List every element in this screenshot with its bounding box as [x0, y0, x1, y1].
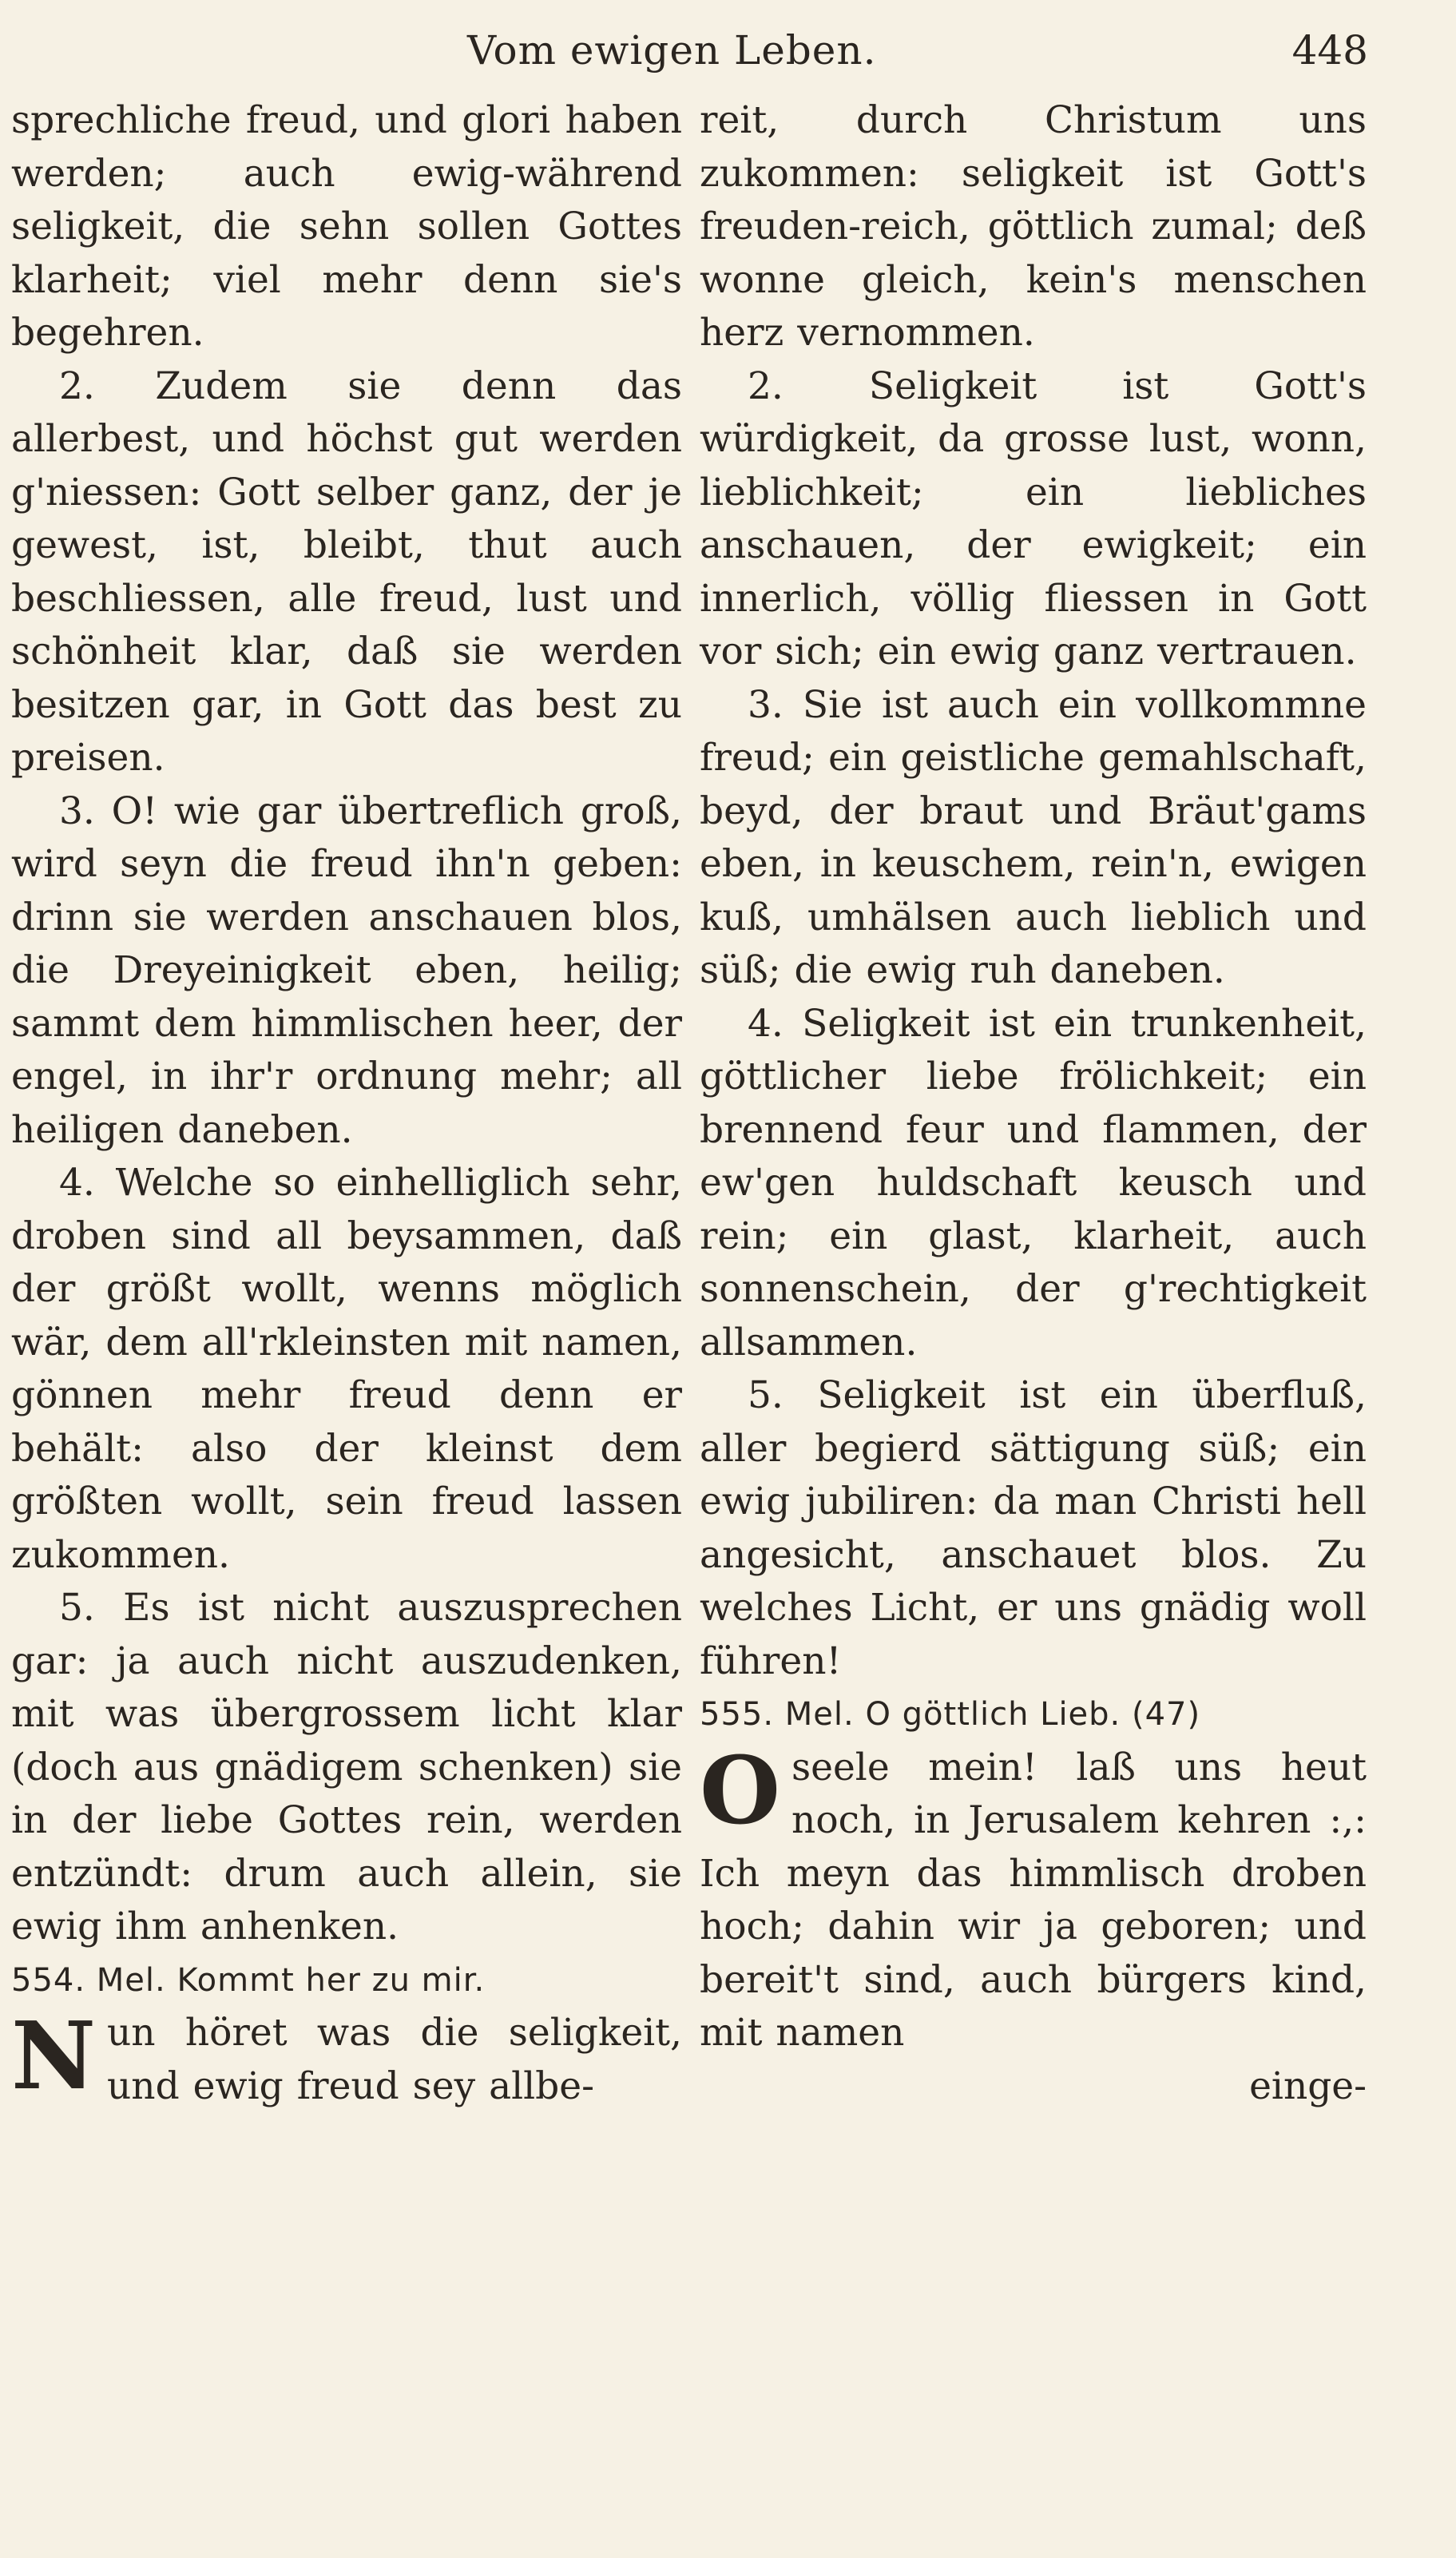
stanza-3: 3. O! wie gar übertreflich groß, wird seyn die freud ihn'n geben: drinn sie werden anschauen blos, die Dreyeinigkeit eben, heilig; sammt dem himmlischen heer, der engel, in ihr'r ordnung mehr; all heiligen daneben. [11, 788, 682, 1152]
stanza-2: 2. Zudem sie denn das allerbest, und höchst gut werden g'niessen: Gott selber ganz, der je gewest, ist, bleibt, thut auch beschliessen, alle freud, lust und schönheit klar, daß sie werden besitzen gar, in Gott das best zu preisen. [11, 363, 682, 780]
page-number: 448 [1291, 27, 1368, 73]
hymn-heading: 555. Mel. O göttlich Lieb. (47) [700, 1696, 1201, 1733]
hymn-555 [700, 1688, 1367, 2113]
hymn-first-stanza-text: un höret was die seligkeit, und ewig freud sey allbe- [107, 2011, 682, 2108]
stanza-3: 3. Sie ist auch ein vollkommne freud; ein geistliche gemahlschaft, beyd, der braut und Bräut'gams eben, in keuschem, rein'n, ewigen kuß, umhälsen auch lieblich und süß; die ewig ruh daneben. [700, 682, 1367, 992]
stanza-2: 2. Seligkeit ist Gott's würdigkeit, da grosse lust, wonn, lieblichkeit; ein liebliches anschauen, der ewigkeit; ein innerlich, völlig fliessen in Gott vor sich; ein ewig ganz vertrauen. [700, 363, 1367, 673]
drop-cap: N [11, 2002, 97, 2111]
stanza-5: 5. Seligkeit ist ein überfluß, aller begierd sättigung süß; ein ewig jubiliren: da man Christi hell angesicht, anschauet blos. Zu welches Licht, er uns gnädig woll führen! [700, 1373, 1367, 1683]
drop-cap: O [700, 1736, 781, 1845]
hymn-heading: 554. Mel. Kommt her zu mir. [11, 1961, 486, 1999]
right-column [700, 94, 1367, 2113]
stanza-4: 4. Seligkeit ist ein trunkenheit, göttlicher liebe frölichkeit; ein brennend feur und flammen, der ew'gen huldschaft keusch und rein; ein glast, klarheit, auch sonnenschein, der g'rechtigkeit allsammen. [700, 1001, 1367, 1364]
hymn-first-stanza [700, 1736, 1367, 2060]
page-header [0, 22, 1456, 78]
hymn-554 [11, 1954, 682, 2114]
catchword: einge- [1249, 2063, 1367, 2108]
stanza-4: 4. Welche so einhelliglich sehr, droben sind all beysammen, daß der größt wollt, wenns möglich wär, dem all'rkleinsten mit namen, gönnen mehr freud denn er behält: also der kleinst dem größten wollt, sein freud lassen zukommen. [11, 1161, 682, 1577]
running-title: Vom ewigen Leben. [467, 27, 877, 73]
stanza-5: 5. Es ist nicht auszusprechen gar: ja auch nicht auszudenken, mit was übergrossem licht klar (doch aus gnädigem schenken) sie in der liebe Gottes rein, werden entzündt: drum auch allein, sie ewig ihm anhenken. [11, 1586, 682, 1948]
stanza-continuation: sprechliche freud, und glori haben werden; auch ewig-während seligkeit, die sehn sollen Gottes klarheit; viel mehr denn sie's begehren. [11, 98, 682, 355]
hymn-first-stanza [11, 2002, 682, 2113]
stanza-continuation: reit, durch Christum uns zukommen: seligkeit ist Gott's freuden-reich, göttlich zumal; deß wonne gleich, kein's menschen herz vernommen. [700, 98, 1367, 355]
hymn-first-stanza-text: seele mein! laß uns heut noch, in Jerusalem kehren :,: Ich meyn das himmlisch droben hoch; dahin wir ja geboren; und bereit't sind, auch bürgers kind, mit namen [700, 1745, 1367, 2055]
left-column [11, 94, 682, 2113]
